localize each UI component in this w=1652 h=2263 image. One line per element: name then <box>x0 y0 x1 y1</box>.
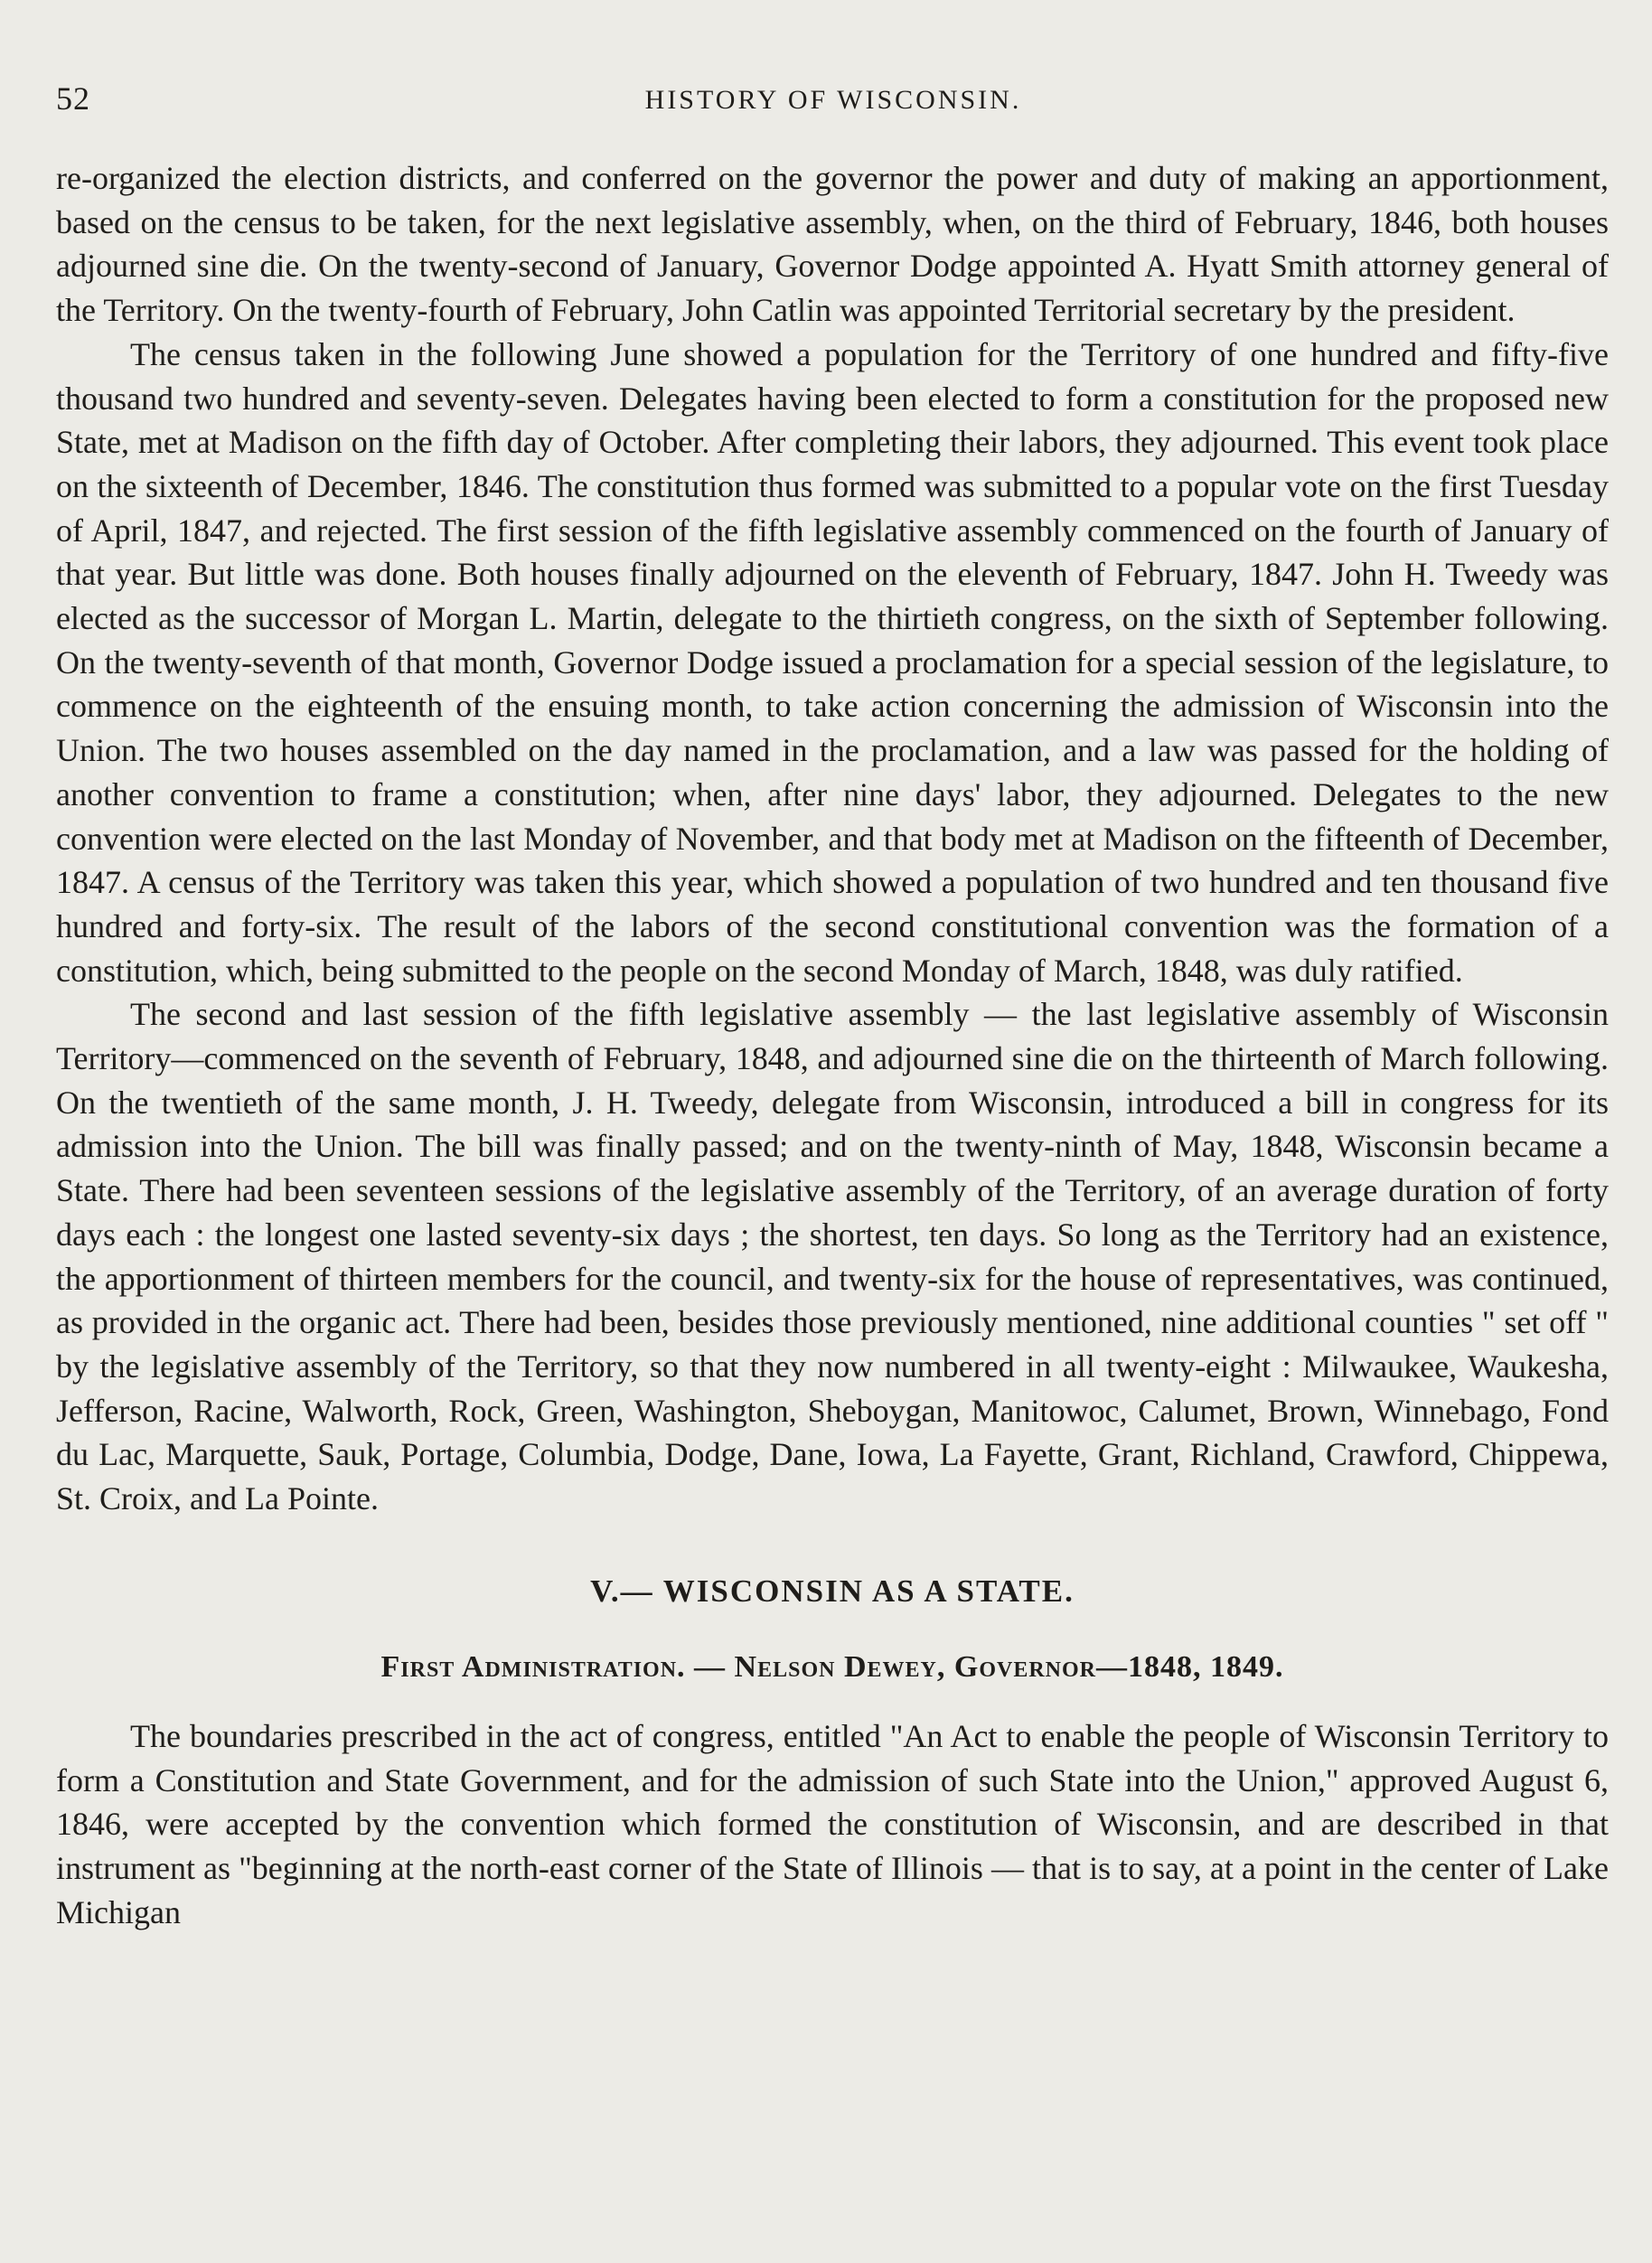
paragraph-last-session: The second and last session of the fifth legislative assembly — the last legislative assembly of Wisconsin Territory—commenced on the seventh of February, 1848, and adjourned sine die on the thirteenth of March following. On the twentieth of the same month, J. H. Tweedy, delegate from Wisconsin, introduced a bill in congress for its admission into the Union. The bill was finally passed; and on the twenty-ninth of May, 1848, Wisconsin became a State. There had been seventeen sessions of the legislative assembly of the Territory, of an average duration of forty days each : the longest one lasted seventy-six days ; the shortest, ten days. So long as the Territory had an existence, the apportionment of thirteen members for the council, and twenty-six for the house of representatives, was continued, as provided in the organic act. There had been, besides those previously mentioned, nine additional counties " set off " by the legislative assembly of the Territory, so that they now numbered in all twenty-eight : Milwaukee, Waukesha, Jefferson, Racine, Walworth, Rock, Green, Washington, Sheboygan, Manitowoc, Calumet, Brown, Winnebago, Fond du Lac, Marquette, Sauk, Portage, Columbia, Dodge, Dane, Iowa, La Fayette, Grant, Richland, Crawford, Chippewa, St. Croix, and La Pointe. <box>56 996 1609 1517</box>
page-number: 52 <box>56 80 90 117</box>
section-heading: V.— WISCONSIN AS A STATE. <box>590 1573 1075 1609</box>
paragraph-census: The census taken in the following June showed a population for the Territory of one hundred and fifty-five thousand two hundred and seventy-seven. Delegates having been elected to form a constitution for the proposed new State, met at Madison on the fifth day of October. After completing their labors, they adjourned. This event took place on the sixteenth of December, 1846. The constitution thus formed was submitted to a popular vote on the first Tuesday of April, 1847, and rejected. The first session of the fifth legislative assembly commenced on the fourth of January of that year. But little was done. Both houses finally adjourned on the eleventh of February, 1847. John H. Tweedy was elected as the successor of Morgan L. Martin, delegate to the thirtieth congress, on the sixth of September following. On the twenty-seventh of that month, Governor Dodge issued a proclamation for a special session of the legislature, to commence on the eighteenth of the ensuing month, to take action concerning the admission of Wisconsin into the Union. The two houses assembled on the day named in the proclamation, and a law was passed for the holding of another convention to frame a constitution; when, after nine days' labor, they adjourned. Delegates to the new convention were elected on the last Monday of November, and that body met at Madison on the fifteenth of December, 1847. A census of the Territory was taken this year, which showed a population of two hundred and ten thousand five hundred and forty-six. The result of the labors of the second constitutional convention was the formation of a constitution, which, being submitted to the people on the second Monday of March, 1848, was duly ratified. <box>56 335 1609 989</box>
running-title: HISTORY OF WISCONSIN. <box>644 85 1022 115</box>
body-text <box>56 156 1609 1934</box>
paragraph-boundaries: The boundaries prescribed in the act of congress, entitled "An Act to enable the people of Wisconsin Territory to form a Constitution and State Government, and for the admission of such State into the Union," approved August 6, 1846, were accepted by the convention which formed the constitution of Wisconsin, and are described in that instrument as "beginning at the north-east corner of the State of Illinois — that is to say, at a point in the center of Lake Michigan <box>56 1717 1609 1930</box>
paragraph-continuation: re-organized the election districts, and conferred on the governor the power and duty of making an apportionment, based on the census to be taken, for the next legislative assembly, when, on the third of February, 1846, both houses adjourned sine die. On the twenty-second of January, Governor Dodge appointed A. Hyatt Smith attorney general of the Territory. On the twenty-fourth of February, John Catlin was appointed Territorial secretary by the president. <box>56 160 1609 329</box>
sub-heading: First Administration. — Nelson Dewey, Governor—1848, 1849. <box>380 1649 1284 1684</box>
running-head <box>56 80 1610 125</box>
